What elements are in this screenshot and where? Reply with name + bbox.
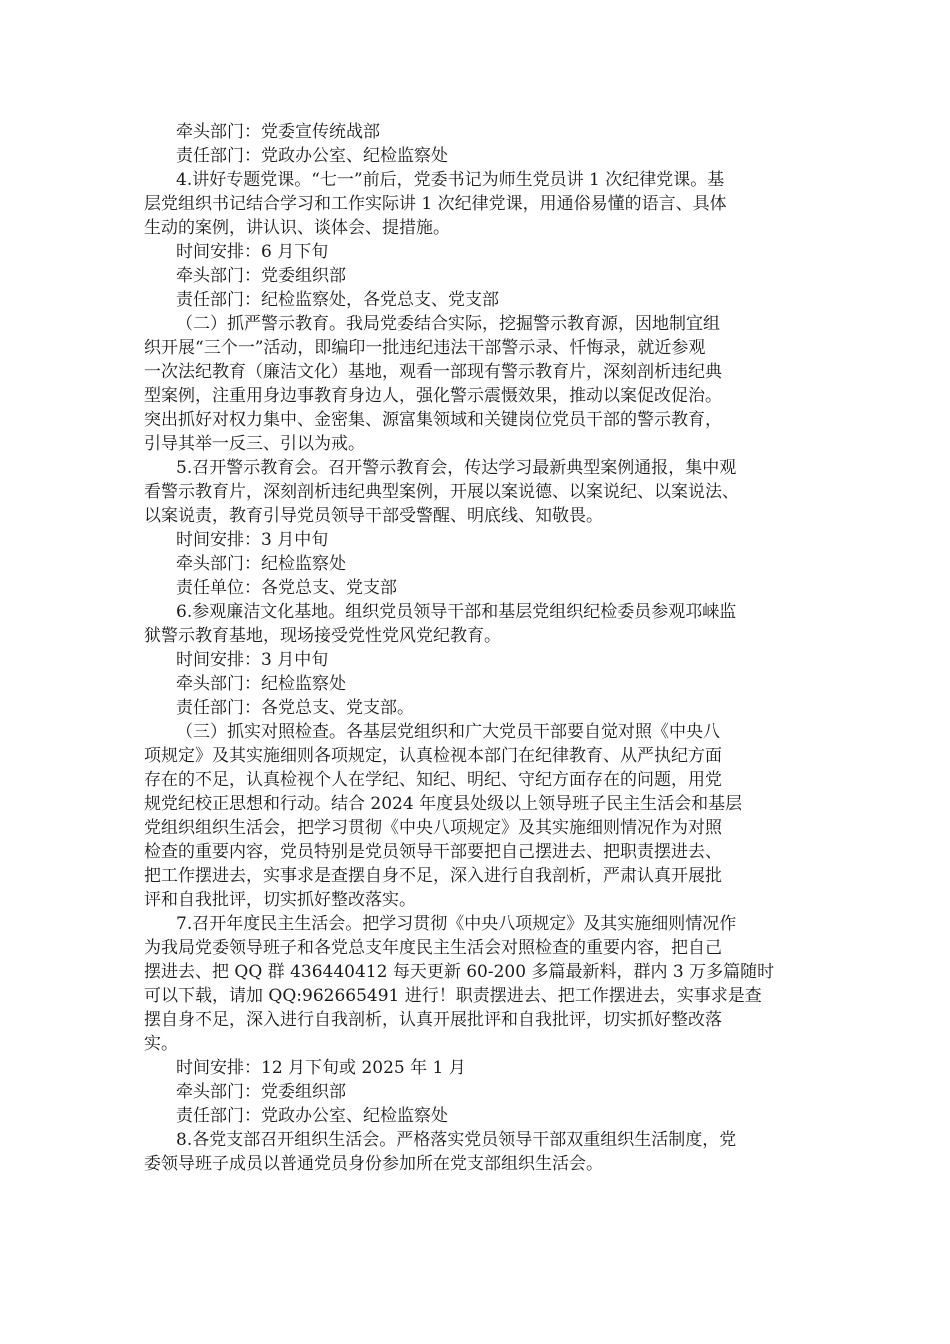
text-line: 狱警示教育基地，现场接受党性党风党纪教育。 (144, 626, 501, 646)
text-line: 时间安排：12 月下旬或 2025 年 1 月 (176, 1058, 466, 1078)
text-line: 7.召开年度民主生活会。把学习贯彻《中央八项规定》及其实施细则情况作 (176, 914, 737, 934)
text-line: 可以下载，请加 QQ:962665491 进行！职责摆进去、把工作摆进去，实事求是查 (144, 986, 762, 1006)
text-line: 时间安排：3 月中旬 (176, 650, 329, 670)
text-line: 责任部门：各党总支、党支部。 (176, 698, 414, 718)
text-line: 检查的重要内容，党员特别是党员领导干部要把自己摆进去、把职责摆进去、 (144, 842, 722, 862)
text-line: 责任部门：纪检监察处，各党总支、党支部 (176, 290, 499, 310)
text-line: （二）抓严警示教育。我局党委结合实际，挖掘警示教育源，因地制宜组 (176, 314, 720, 334)
text-line: 时间安排：6 月下旬 (176, 242, 329, 262)
text-line: 型案例，注重用身边事教育身边人，强化警示震慑效果，推动以案促改促治。 (144, 386, 722, 406)
text-line: 牵头部门：纪检监察处 (176, 674, 346, 694)
text-line: 一次法纪教育（廉洁文化）基地，观看一部现有警示教育片，深刻剖析违纪典 (144, 362, 722, 382)
text-line: 规党纪校正思想和行动。结合 2024 年度县处级以上领导班子民主生活会和基层 (144, 794, 743, 814)
text-line: 实。 (144, 1034, 178, 1054)
text-line: 责任单位：各党总支、党支部 (176, 578, 397, 598)
text-line: 评和自我批评，切实抓好整改落实。 (144, 890, 416, 910)
text-line: 层党组织书记结合学习和工作实际讲 1 次纪律党课，用通俗易懂的语言、具体 (144, 194, 727, 214)
text-line: 5.召开警示教育会。召开警示教育会，传达学习最新典型案例通报，集中观 (176, 458, 737, 478)
text-line: 把工作摆进去，实事求是查摆自身不足，深入进行自我剖析，严肃认真开展批 (144, 866, 722, 886)
text-line: 牵头部门：党委宣传统战部 (176, 122, 380, 142)
text-line: 责任部门：党政办公室、纪检监察处 (176, 146, 448, 166)
text-line: 摆进去、把 QQ 群 436440412 每天更新 60-200 多篇最新料，群内 3 万多篇随时 (144, 962, 775, 982)
text-line: 6.参观廉洁文化基地。组织党员领导干部和基层党组织纪检委员参观邛崃监 (176, 602, 737, 622)
text-line: 牵头部门：党委组织部 (176, 1082, 346, 1102)
text-line: 引导其举一反三、引以为戒。 (144, 434, 365, 454)
text-line: 项规定》及其实施细则各项规定，认真检视本部门在纪律教育、从严执纪方面 (144, 746, 722, 766)
text-line: 牵头部门：党委组织部 (176, 266, 346, 286)
text-line: （三）抓实对照检查。各基层党组织和广大党员干部要自觉对照《中央八 (176, 722, 720, 742)
document-page (144, 120, 824, 1176)
text-line: 织开展“三个一”活动，即编印一批违纪违法干部警示录、忏悔录，就近参观 (144, 338, 706, 358)
text-line: 摆自身不足，深入进行自我剖析，认真开展批评和自我批评，切实抓好整改落 (144, 1010, 722, 1030)
text-line: 8.各党支部召开组织生活会。严格落实党员领导干部双重组织生活制度，党 (176, 1130, 737, 1150)
text-line: 委领导班子成员以普通党员身份参加所在党支部组织生活会。 (144, 1154, 603, 1174)
text-line: 时间安排：3 月中旬 (176, 530, 329, 550)
text-line: 看警示教育片，深刻剖析违纪典型案例，开展以案说德、以案说纪、以案说法、 (144, 482, 739, 502)
text-line: 牵头部门：纪检监察处 (176, 554, 346, 574)
text-line: 党组织组织生活会，把学习贯彻《中央八项规定》及其实施细则情况作为对照 (144, 818, 722, 838)
text-line: 突出抓好对权力集中、金密集、源富集领域和关键岗位党员干部的警示教育， (144, 410, 722, 430)
text-line: 4.讲好专题党课。“七一”前后，党委书记为师生党员讲 1 次纪律党课。基 (176, 170, 725, 190)
text-line: 以案说责，教育引导党员领导干部受警醒、明底线、知敬畏。 (144, 506, 603, 526)
text-line: 生动的案例，讲认识、谈体会、提措施。 (144, 218, 450, 238)
text-line: 存在的不足，认真检视个人在学纪、知纪、明纪、守纪方面存在的问题，用党 (144, 770, 722, 790)
text-line: 责任部门：党政办公室、纪检监察处 (176, 1106, 448, 1126)
text-line: 为我局党委领导班子和各党总支年度民主生活会对照检查的重要内容，把自己 (144, 938, 722, 958)
